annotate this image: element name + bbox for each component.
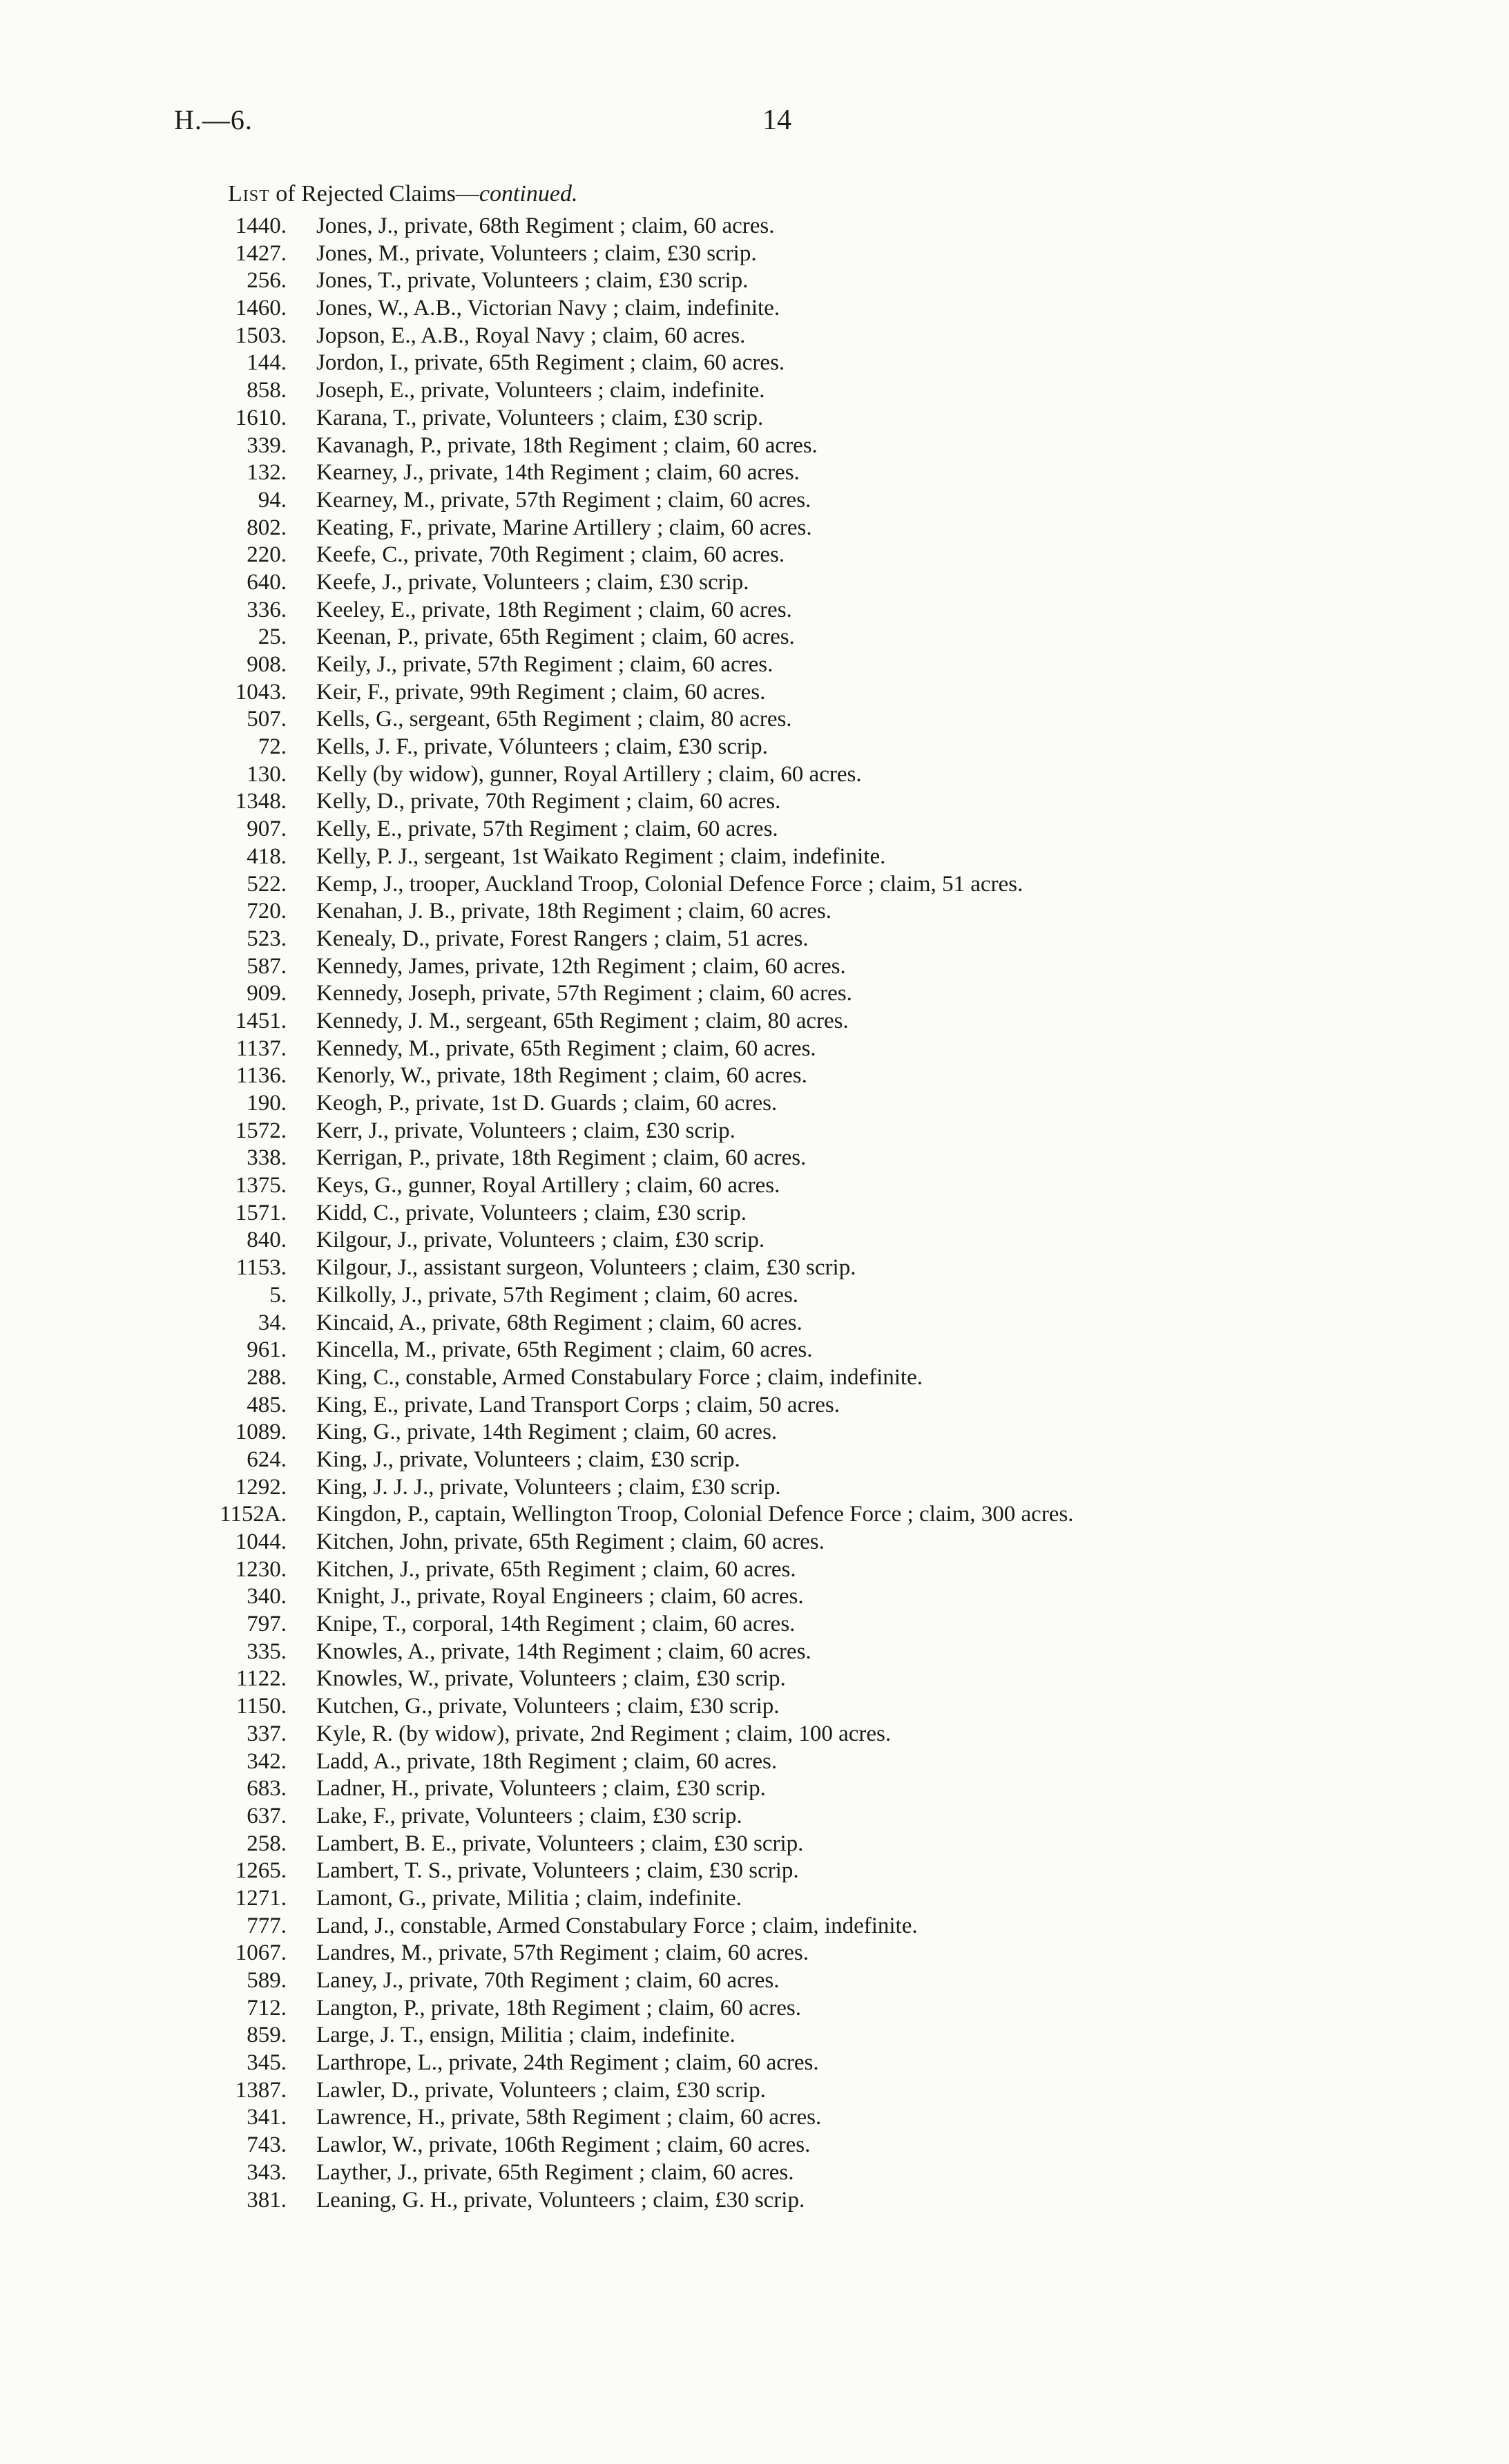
claim-text: Knowles, A., private, 14th Regiment ; claim, 60 acres. <box>316 1639 811 1664</box>
claim-text: Kyle, R. (by widow), private, 2nd Regiment ; claim, 100 acres. <box>316 1721 892 1746</box>
list-item <box>200 1200 1416 1228</box>
claim-number: 339. <box>247 432 287 458</box>
claim-text: Lawler, D., private, Volunteers ; claim, £30 scrip. <box>316 2077 766 2103</box>
list-item <box>200 2022 1416 2050</box>
list-item <box>200 1529 1416 1556</box>
claim-text: King, J., private, Volunteers ; claim, £30 scrip. <box>316 1446 740 1472</box>
claim-text: Kitchen, John, private, 65th Regiment ; claim, 60 acres. <box>316 1529 825 1554</box>
list-item <box>200 1967 1416 1995</box>
claim-number: 1503. <box>235 323 287 348</box>
list-item <box>200 1227 1416 1254</box>
claim-text: Leaning, G. H., private, Volunteers ; claim, £30 scrip. <box>316 2187 805 2213</box>
list-item <box>200 2077 1416 2105</box>
claim-number: 340. <box>247 1584 287 1610</box>
list-item <box>200 213 1416 240</box>
list-item <box>200 1665 1416 1693</box>
claim-number: 637. <box>247 1803 287 1828</box>
claim-text: Jones, T., private, Volunteers ; claim, £30 scrip. <box>316 268 749 294</box>
list-item <box>200 569 1416 597</box>
claim-number: 1152A. <box>220 1502 287 1527</box>
claim-number: 587. <box>247 953 287 979</box>
list-item <box>200 1090 1416 1118</box>
claim-text: Kelly, D., private, 70th Regiment ; claim, 60 acres. <box>316 789 781 814</box>
claim-text: Knipe, T., corporal, 14th Regiment ; claim, 60 acres. <box>316 1612 796 1637</box>
list-title-continued: continued. <box>479 181 578 207</box>
claim-number: 341. <box>247 2105 287 2130</box>
claim-text: Keys, G., gunner, Royal Artillery ; claim, 60 acres. <box>316 1173 780 1198</box>
list-item <box>200 1803 1416 1831</box>
claim-number: 1230. <box>235 1556 287 1582</box>
claim-text: Land, J., constable, Armed Constabulary Force ; claim, indefinite. <box>316 1913 918 1938</box>
claim-text: Keily, J., private, 57th Regiment ; claim, 60 acres. <box>316 652 773 677</box>
list-item <box>200 377 1416 405</box>
claim-number: 5. <box>269 1282 287 1308</box>
list-item <box>200 323 1416 350</box>
claim-number: 859. <box>247 2023 287 2048</box>
claim-number: 345. <box>247 2050 287 2076</box>
claim-text: Keeley, E., private, 18th Regiment ; claim, 60 acres. <box>316 597 792 622</box>
list-item <box>200 240 1416 268</box>
claim-number: 336. <box>247 597 287 622</box>
list-item <box>200 1775 1416 1803</box>
list-item <box>200 1913 1416 1940</box>
list-item <box>200 1748 1416 1776</box>
claim-number: 335. <box>247 1639 287 1664</box>
claim-number: 1136. <box>236 1063 287 1089</box>
list-item <box>200 788 1416 816</box>
claim-text: Laney, J., private, 70th Regiment ; claim, 60 acres. <box>316 1968 780 1993</box>
claim-text: Jopson, E., A.B., Royal Navy ; claim, 60 acres. <box>316 323 746 348</box>
claim-number: 908. <box>247 652 287 677</box>
list-item <box>200 871 1416 899</box>
claim-text: Langton, P., private, 18th Regiment ; claim, 60 acres. <box>316 1995 802 2021</box>
list-item <box>200 1556 1416 1584</box>
page-header <box>174 104 1335 145</box>
list-item <box>200 597 1416 624</box>
claim-text: King, G., private, 14th Regiment ; claim, 60 acres. <box>316 1420 778 1445</box>
claim-text: Kells, G., sergeant, 65th Regiment ; claim, 80 acres. <box>316 707 792 732</box>
claim-text: Kennedy, James, private, 12th Regiment ; claim, 60 acres. <box>316 953 846 979</box>
claim-number: 1089. <box>235 1420 287 1445</box>
claim-text: Kennedy, Joseph, private, 57th Regiment ; claim, 60 acres. <box>316 981 852 1006</box>
list-item <box>200 1474 1416 1502</box>
claim-number: 258. <box>247 1831 287 1856</box>
list-item <box>200 2187 1416 2215</box>
claim-number: 343. <box>247 2159 287 2185</box>
list-item <box>200 1446 1416 1474</box>
claim-number: 840. <box>247 1228 287 1253</box>
claim-text: King, J. J. J., private, Volunteers ; claim, £30 scrip. <box>316 1474 781 1500</box>
list-item <box>200 1721 1416 1748</box>
claim-text: Lamont, G., private, Militia ; claim, indefinite. <box>316 1885 742 1911</box>
claim-number: 523. <box>247 926 287 951</box>
claim-number: 1265. <box>235 1858 287 1884</box>
claim-text: Kavanagh, P., private, 18th Regiment ; claim, 60 acres. <box>316 432 818 458</box>
claim-text: Kilkolly, J., private, 57th Regiment ; claim, 60 acres. <box>316 1282 799 1308</box>
list-item <box>200 542 1416 569</box>
document-code: H.—6. <box>174 104 253 135</box>
claim-text: Kells, J. F., private, Vólunteers ; claim, £30 scrip. <box>316 734 768 760</box>
claim-text: Ladd, A., private, 18th Regiment ; claim, 60 acres. <box>316 1748 778 1774</box>
list-item <box>200 1282 1416 1310</box>
list-item <box>200 816 1416 843</box>
claim-number: 381. <box>247 2187 287 2213</box>
claim-number: 1043. <box>235 679 287 705</box>
claim-number: 802. <box>247 515 287 540</box>
claim-number: 256. <box>247 268 287 294</box>
claim-number: 624. <box>247 1446 287 1472</box>
claim-number: 507. <box>247 707 287 732</box>
claim-text: Joseph, E., private, Volunteers ; claim, indefinite. <box>316 378 765 403</box>
claim-text: Kelly (by widow), gunner, Royal Artillery ; claim, 60 acres. <box>316 761 862 787</box>
claim-number: 34. <box>258 1310 287 1335</box>
claim-text: Layther, J., private, 65th Regiment ; claim, 60 acres. <box>316 2159 794 2185</box>
list-item <box>200 1145 1416 1172</box>
claim-number: 1122. <box>236 1666 287 1692</box>
list-item <box>200 487 1416 515</box>
claim-number: 72. <box>258 734 287 760</box>
claim-text: Kearney, M., private, 57th Regiment ; claim, 60 acres. <box>316 487 811 513</box>
list-item <box>200 980 1416 1008</box>
list-item <box>200 1611 1416 1639</box>
claim-text: Kincaid, A., private, 68th Regiment ; claim, 60 acres. <box>316 1310 802 1335</box>
claim-number: 1387. <box>235 2077 287 2103</box>
list-title-lead: List <box>228 181 270 207</box>
list-item <box>200 843 1416 871</box>
list-item <box>200 624 1416 651</box>
claim-number: 522. <box>247 871 287 897</box>
list-item <box>200 1501 1416 1529</box>
list-item <box>200 1831 1416 1858</box>
list-item <box>200 1583 1416 1611</box>
list-item <box>200 1639 1416 1666</box>
list-item <box>200 267 1416 295</box>
claim-number: 220. <box>247 542 287 568</box>
claim-text: Keir, F., private, 99th Regiment ; claim, 60 acres. <box>316 679 766 705</box>
claim-number: 683. <box>247 1776 287 1802</box>
claim-text: Lambert, T. S., private, Volunteers ; claim, £30 scrip. <box>316 1858 799 1884</box>
claim-number: 1375. <box>235 1173 287 1198</box>
claim-number: 1271. <box>235 1885 287 1911</box>
list-item <box>200 295 1416 323</box>
claim-text: Kerrigan, P., private, 18th Regiment ; claim, 60 acres. <box>316 1145 807 1171</box>
claim-text: Keefe, J., private, Volunteers ; claim, £30 scrip. <box>316 569 749 595</box>
claim-number: 1044. <box>235 1529 287 1554</box>
claim-number: 190. <box>247 1091 287 1116</box>
claim-number: 797. <box>247 1612 287 1637</box>
claim-text: Karana, T., private, Volunteers ; claim, £30 scrip. <box>316 405 764 430</box>
list-item <box>200 1062 1416 1090</box>
claim-text: Kelly, P. J., sergeant, 1st Waikato Regiment ; claim, indefinite. <box>316 843 886 869</box>
list-item <box>200 761 1416 789</box>
claim-number: 961. <box>247 1337 287 1363</box>
claim-text: Ladner, H., private, Volunteers ; claim, £30 scrip. <box>316 1776 766 1802</box>
claim-text: Kenealy, D., private, Forest Rangers ; claim, 51 acres. <box>316 926 809 951</box>
claim-number: 1427. <box>235 240 287 266</box>
list-item <box>200 515 1416 542</box>
list-item <box>200 1364 1416 1392</box>
claim-text: Landres, M., private, 57th Regiment ; claim, 60 acres. <box>316 1940 809 1966</box>
claim-number: 1572. <box>235 1118 287 1143</box>
list-item <box>200 1857 1416 1885</box>
list-item <box>200 2050 1416 2077</box>
list-item <box>200 926 1416 953</box>
claim-number: 1451. <box>235 1008 287 1033</box>
claim-number: 743. <box>247 2132 287 2158</box>
claim-text: Kemp, J., trooper, Auckland Troop, Colonial Defence Force ; claim, 51 acres. <box>316 871 1023 897</box>
claim-number: 288. <box>247 1364 287 1390</box>
claim-text: Keenan, P., private, 65th Regiment ; claim, 60 acres. <box>316 624 795 650</box>
list-item <box>200 953 1416 981</box>
claim-number: 338. <box>247 1145 287 1171</box>
claim-number: 337. <box>247 1721 287 1746</box>
list-item <box>200 679 1416 707</box>
claim-text: Kidd, C., private, Volunteers ; claim, £30 scrip. <box>316 1200 747 1225</box>
claim-text: Kingdon, P., captain, Wellington Troop, Colonial Defence Force ; claim, 300 acres. <box>316 1502 1074 1527</box>
claim-number: 144. <box>247 350 287 376</box>
list-item <box>200 1254 1416 1282</box>
rejected-claims-list <box>200 213 1416 2214</box>
claim-text: Kerr, J., private, Volunteers ; claim, £30 scrip. <box>316 1118 736 1143</box>
claim-number: 1610. <box>235 405 287 430</box>
list-item <box>200 1392 1416 1420</box>
claim-number: 907. <box>247 816 287 842</box>
claim-number: 485. <box>247 1392 287 1417</box>
claim-text: Larthrope, L., private, 24th Regiment ; claim, 60 acres. <box>316 2050 819 2076</box>
claim-text: Kennedy, J. M., sergeant, 65th Regiment ; claim, 80 acres. <box>316 1008 849 1033</box>
claim-text: Jones, W., A.B., Victorian Navy ; claim, indefinite. <box>316 296 780 321</box>
claim-number: 130. <box>247 761 287 787</box>
list-item <box>200 1337 1416 1364</box>
list-item <box>200 1035 1416 1063</box>
claim-text: Kilgour, J., assistant surgeon, Volunteers ; claim, £30 scrip. <box>316 1255 856 1281</box>
page-number: 14 <box>762 104 791 136</box>
list-item <box>200 2132 1416 2159</box>
claim-number: 909. <box>247 981 287 1006</box>
claim-number: 1150. <box>236 1694 287 1719</box>
claim-number: 640. <box>247 569 287 595</box>
list-item <box>200 734 1416 761</box>
claim-text: Large, J. T., ensign, Militia ; claim, indefinite. <box>316 2023 736 2048</box>
list-item <box>200 1995 1416 2023</box>
claim-text: Jones, J., private, 68th Regiment ; claim, 60 acres. <box>316 213 775 238</box>
claim-text: Kearney, J., private, 14th Regiment ; claim, 60 acres. <box>316 460 800 486</box>
claim-number: 1348. <box>235 789 287 814</box>
claim-number: 25. <box>258 624 287 650</box>
list-item <box>200 898 1416 926</box>
claim-text: Lawrence, H., private, 58th Regiment ; claim, 60 acres. <box>316 2105 822 2130</box>
list-item <box>200 1940 1416 1967</box>
list-item <box>200 1885 1416 1913</box>
claim-text: Jordon, I., private, 65th Regiment ; claim, 60 acres. <box>316 350 785 376</box>
claim-text: Keating, F., private, Marine Artillery ; claim, 60 acres. <box>316 515 812 540</box>
claim-number: 1440. <box>235 213 287 238</box>
claim-text: Kennedy, M., private, 65th Regiment ; claim, 60 acres. <box>316 1035 816 1061</box>
list-item <box>200 405 1416 432</box>
claim-text: Kutchen, G., private, Volunteers ; claim, £30 scrip. <box>316 1694 780 1719</box>
claim-number: 94. <box>258 487 287 513</box>
claim-text: Kenorly, W., private, 18th Regiment ; claim, 60 acres. <box>316 1063 807 1089</box>
list-title-middle: of Rejected Claims— <box>269 181 479 207</box>
claim-number: 1460. <box>235 296 287 321</box>
list-item <box>200 1118 1416 1145</box>
list-item <box>200 2159 1416 2187</box>
list-item <box>200 1310 1416 1337</box>
list-item <box>200 350 1416 377</box>
claim-number: 712. <box>247 1995 287 2021</box>
claim-text: Lawlor, W., private, 106th Regiment ; claim, 60 acres. <box>316 2132 811 2158</box>
claim-number: 720. <box>247 899 287 924</box>
claim-number: 1571. <box>235 1200 287 1225</box>
list-item <box>200 651 1416 679</box>
claim-number: 1067. <box>235 1940 287 1966</box>
list-item <box>200 432 1416 460</box>
claim-text: King, C., constable, Armed Constabulary Force ; claim, indefinite. <box>316 1364 923 1390</box>
claim-number: 1153. <box>236 1255 287 1281</box>
claim-text: Kilgour, J., private, Volunteers ; claim, £30 scrip. <box>316 1228 765 1253</box>
claim-text: Kincella, M., private, 65th Regiment ; claim, 60 acres. <box>316 1337 813 1363</box>
list-item <box>200 706 1416 734</box>
claim-text: Keefe, C., private, 70th Regiment ; claim, 60 acres. <box>316 542 785 568</box>
claim-number: 1292. <box>235 1474 287 1500</box>
claim-number: 342. <box>247 1748 287 1774</box>
list-item <box>200 1172 1416 1200</box>
claim-number: 858. <box>247 378 287 403</box>
claim-text: King, E., private, Land Transport Corps ; claim, 50 acres. <box>316 1392 840 1417</box>
claim-number: 1137. <box>236 1035 287 1061</box>
claim-number: 589. <box>247 1968 287 1993</box>
claim-text: Kelly, E., private, 57th Regiment ; claim, 60 acres. <box>316 816 778 842</box>
claim-text: Kenahan, J. B., private, 18th Regiment ; claim, 60 acres. <box>316 899 832 924</box>
list-item <box>200 1419 1416 1446</box>
claim-text: Lake, F., private, Volunteers ; claim, £30 scrip. <box>316 1803 742 1828</box>
claim-number: 418. <box>247 843 287 869</box>
claim-text: Lambert, B. E., private, Volunteers ; claim, £30 scrip. <box>316 1831 804 1856</box>
claim-text: Knowles, W., private, Volunteers ; claim, £30 scrip. <box>316 1666 786 1692</box>
claim-text: Knight, J., private, Royal Engineers ; claim, 60 acres. <box>316 1584 804 1610</box>
list-title <box>228 181 577 207</box>
list-item <box>200 2104 1416 2132</box>
claim-number: 777. <box>247 1913 287 1938</box>
claim-number: 132. <box>247 460 287 486</box>
list-item <box>200 459 1416 487</box>
claim-text: Kitchen, J., private, 65th Regiment ; claim, 60 acres. <box>316 1556 796 1582</box>
claim-text: Keogh, P., private, 1st D. Guards ; claim, 60 acres. <box>316 1091 778 1116</box>
claim-text: Jones, M., private, Volunteers ; claim, £30 scrip. <box>316 240 757 266</box>
list-item <box>200 1008 1416 1035</box>
list-item <box>200 1693 1416 1721</box>
